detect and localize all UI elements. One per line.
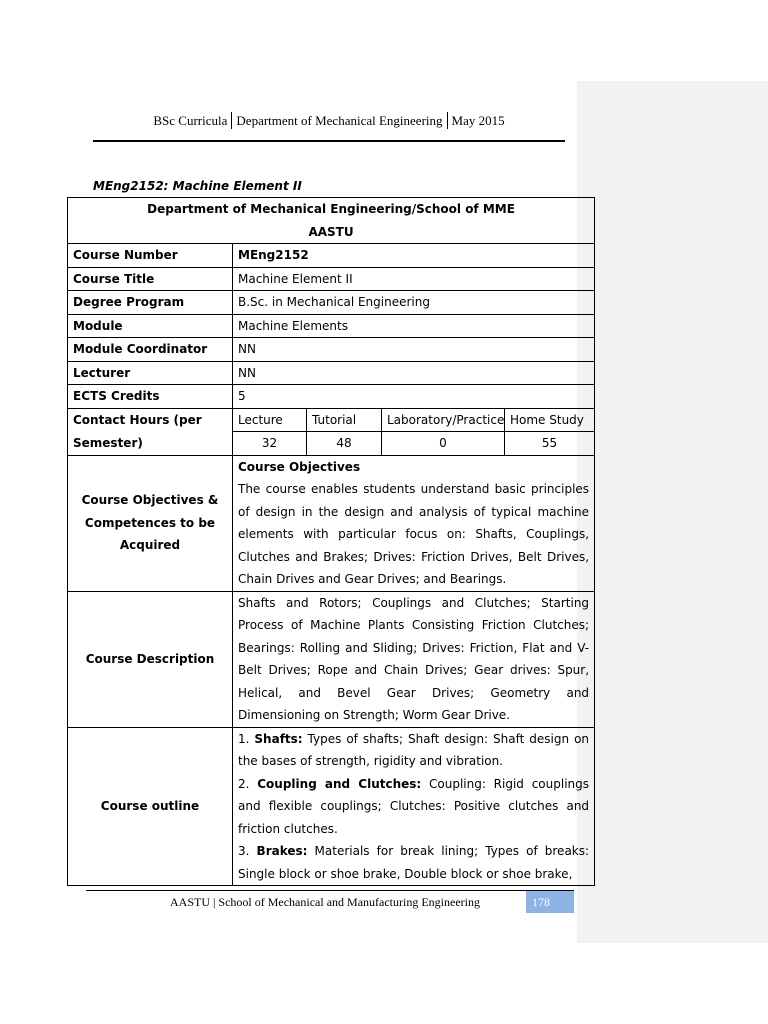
header-left: BSc Curricula xyxy=(153,113,228,128)
row-value: NN xyxy=(233,361,595,385)
header-separator xyxy=(231,112,232,129)
objectives-cell xyxy=(233,455,595,591)
table-row xyxy=(68,267,595,291)
table-title-line1: Department of Mechanical Engineering/School of MME xyxy=(147,202,515,216)
row-value: B.Sc. in Mechanical Engineering xyxy=(233,291,595,315)
contact-hours-header: Home Study xyxy=(505,408,595,432)
description-label: Course Description xyxy=(68,591,233,727)
header-right: May 2015 xyxy=(451,113,505,128)
contact-hours-value: 32 xyxy=(233,432,307,456)
table-row xyxy=(68,338,595,362)
row-label: Course Number xyxy=(68,244,233,268)
row-label: Module xyxy=(68,314,233,338)
row-label: ECTS Credits xyxy=(68,385,233,409)
footer-rule xyxy=(86,890,574,891)
table-row xyxy=(68,291,595,315)
header-rule xyxy=(93,140,565,142)
objectives-row xyxy=(68,455,595,591)
contact-hours-value: 55 xyxy=(505,432,595,456)
table-row xyxy=(68,314,595,338)
contact-hours-label: Contact Hours (per Semester) xyxy=(68,408,233,455)
objectives-heading: Course Objectives xyxy=(238,459,361,474)
outline-item-text: Materials for break lining; Types of breaks: Single block or shoe brake, Double block or shoe brake, xyxy=(238,844,590,881)
table-title-cell xyxy=(68,198,595,244)
outline-item-number: 1. xyxy=(238,731,250,746)
outline-cell xyxy=(233,727,595,886)
outline-row xyxy=(68,727,595,886)
outline-item-title: Brakes: xyxy=(256,844,308,858)
header-separator xyxy=(447,112,448,129)
row-value: 5 xyxy=(233,385,595,409)
row-label: Lecturer xyxy=(68,361,233,385)
row-label: Course Title xyxy=(68,267,233,291)
row-value: Machine Elements xyxy=(233,314,595,338)
outline-item-number: 3. xyxy=(238,844,250,858)
page-number: 178 xyxy=(526,891,574,913)
course-spec-table xyxy=(67,197,595,886)
outline-item-text: Coupling: Rigid couplings and flexible couplings; Clutches: Positive clutches and friction clutches. xyxy=(238,776,590,836)
contact-hours-header: Laboratory/Practice xyxy=(382,408,505,432)
outline-item xyxy=(238,728,589,773)
outline-item-title: Shafts: xyxy=(254,731,303,746)
outline-item-text: Types of shafts; Shaft design: Shaft design on the bases of strength, rigidity and vibration. xyxy=(238,731,590,768)
outline-item-number: 2. xyxy=(238,776,250,791)
contact-hours-value: 0 xyxy=(382,432,505,456)
contact-hours-value: 48 xyxy=(307,432,382,456)
outline-item xyxy=(238,840,589,885)
table-row xyxy=(68,244,595,268)
outline-item xyxy=(238,773,589,841)
table-title-line2: AASTU xyxy=(308,224,354,239)
contact-hours-header: Tutorial xyxy=(307,408,382,432)
row-label: Module Coordinator xyxy=(68,338,233,362)
row-value: MEng2152 xyxy=(233,244,595,268)
comment-margin-pane xyxy=(577,81,768,943)
table-row xyxy=(68,361,595,385)
contact-hours-header: Lecture xyxy=(233,408,307,432)
row-value: Machine Element II xyxy=(233,267,595,291)
table-title-row xyxy=(68,198,595,244)
header-center: Department of Mechanical Engineering xyxy=(236,113,443,128)
objectives-label: Course Objectives & Competences to be Acquired xyxy=(68,455,233,591)
contact-hours-header-row xyxy=(68,408,595,432)
row-value: NN xyxy=(233,338,595,362)
outline-item-title: Coupling and Clutches: xyxy=(257,776,422,791)
course-heading: MEng2152: Machine Element II xyxy=(93,179,302,193)
row-label: Degree Program xyxy=(68,291,233,315)
footer-text: AASTU | School of Mechanical and Manufacturing Engineering xyxy=(170,895,480,909)
description-row xyxy=(68,591,595,727)
page-header xyxy=(93,112,565,129)
outline-label: Course outline xyxy=(68,727,233,886)
objectives-text: The course enables students understand basic principles of design in the design and analysis of typical machine elements with particular focus on: Shafts, Couplings, Clutches and Brakes; Drives: Friction Drives, Belt Drives, Chain Drives and Gear Drives; and Bearings. xyxy=(238,482,590,586)
description-text: Shafts and Rotors; Couplings and Clutches; Starting Process of Machine Plants Consisting Friction Clutches; Bearings: Rolling and Sliding; Drives: Friction, Flat and V-Belt Drives; Rope and Chain Drives; Gear drives: Spur, Helical, and Bevel Gear Drives; Geometry and Dimensioning on Strength; Worm Gear Drive. xyxy=(233,591,595,727)
table-row xyxy=(68,385,595,409)
